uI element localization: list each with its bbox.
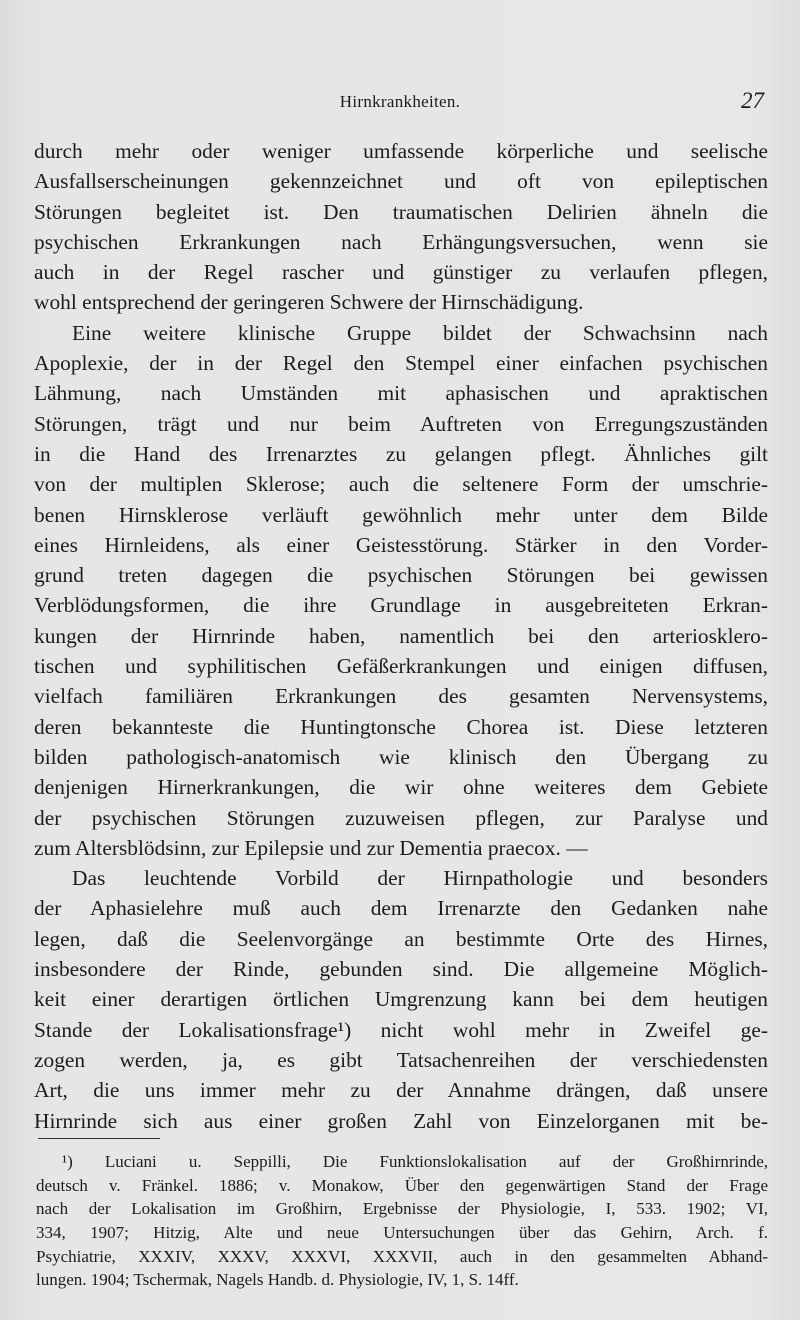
page-header <box>32 88 768 118</box>
text-line: der Aphasielehre muß auch dem Irrenarzte den Gedanken nahe <box>34 896 768 921</box>
running-title: Hirnkrankheiten. <box>339 92 461 111</box>
text-line: keit einer derartigen örtlichen Umgrenzung kann bei dem heutigen <box>34 987 768 1012</box>
text-line: Das leuchtende Vorbild der Hirnpathologie und besonders <box>72 866 768 891</box>
text-line: zum Altersblödsinn, zur Epilepsie und zur Dementia praecox. — <box>34 835 588 860</box>
text-line: benen Hirnsklerose verläuft gewöhnlich mehr unter dem Bilde <box>34 502 768 527</box>
footnote-line: ¹) Luciani u. Seppilli, Die Funktionslokalisation auf der Großhirnrinde, <box>62 1152 768 1171</box>
text-line: Eine weitere klinische Gruppe bildet der Schwachsinn nach <box>72 320 768 345</box>
text-line: auch in der Regel rascher und günstiger zu verlaufen pflegen, <box>34 260 768 285</box>
footnote-line: nach der Lokalisation im Großhirn, Ergebnisse der Physiologie, I, 533. 1902; VI, <box>36 1199 768 1219</box>
text-line: Apoplexie, der in der Regel den Stempel einer einfachen psychischen <box>34 351 768 376</box>
body-text <box>34 136 768 1136</box>
text-line: wohl entsprechend der geringeren Schwere der Hirnschädigung. <box>34 290 584 315</box>
text-line: denjenigen Hirnerkrankungen, die wir ohne weiteres dem Gebiete <box>34 775 768 800</box>
text-line: Hirnrinde sich aus einer großen Zahl von Einzelorganen mit be- <box>34 1108 768 1133</box>
text-line: kungen der Hirnrinde haben, namentlich bei den arteriosklero- <box>34 623 768 648</box>
text-line: grund treten dagegen die psychischen Störungen bei gewissen <box>34 563 768 588</box>
text-line: vielfach familiären Erkrankungen des gesamten Nervensystems, <box>34 684 768 709</box>
text-line: Lähmung, nach Umständen mit aphasischen und apraktischen <box>34 381 768 406</box>
text-line: eines Hirnleidens, als einer Geistesstörung. Stärker in den Vorder- <box>34 532 768 557</box>
text-line: von der multiplen Sklerose; auch die seltenere Form der umschrie- <box>34 472 768 497</box>
text-line: der psychischen Störungen zuzuweisen pflegen, zur Paralyse und <box>34 805 768 830</box>
text-line: legen, daß die Seelenvorgänge an bestimmte Orte des Hirnes, <box>34 926 768 951</box>
text-line: in die Hand des Irrenarztes zu gelangen pflegt. Ähnliches gilt <box>34 441 768 466</box>
text-line: Stande der Lokalisationsfrage¹) nicht wohl mehr in Zweifel ge- <box>34 1017 768 1042</box>
footnote-line: lungen. 1904; Tschermak, Nagels Handb. d. Physiologie, IV, 1, S. 14ff. <box>36 1270 519 1290</box>
text-line: durch mehr oder weniger umfassende körperliche und seelische <box>34 139 768 163</box>
text-line: insbesondere der Rinde, gebunden sind. Die allgemeine Möglich- <box>34 957 768 982</box>
text-line: Ausfallserscheinungen gekennzeichnet und oft von epileptischen <box>34 169 768 194</box>
footnote-divider <box>38 1138 160 1139</box>
text-line: psychischen Erkrankungen nach Erhängungsversuchen, wenn sie <box>34 229 768 254</box>
text-line: Verblödungsformen, die ihre Grundlage in ausgebreiteten Erkran- <box>34 593 768 618</box>
footnote-line: 334, 1907; Hitzig, Alte und neue Untersuchungen über das Gehirn, Arch. f. <box>36 1223 768 1243</box>
footnote-line: deutsch v. Fränkel. 1886; v. Monakow, Über den gegenwärtigen Stand der Frage <box>36 1175 768 1195</box>
text-line: Störungen begleitet ist. Den traumatischen Delirien ähneln die <box>34 199 768 224</box>
footnote-line: Psychiatrie, XXXIV, XXXV, XXXVI, XXXVII, auch in den gesammelten Abhand- <box>36 1246 768 1266</box>
text-line: tischen und syphilitischen Gefäßerkrankungen und einigen diffusen, <box>34 654 768 679</box>
text-line: Störungen, trägt und nur beim Auftreten von Erregungszuständen <box>34 411 768 436</box>
text-line: Art, die uns immer mehr zu der Annahme drängen, daß unsere <box>34 1078 768 1103</box>
text-line: deren bekannteste die Huntingtonsche Chorea ist. Diese letzteren <box>34 714 768 739</box>
footnotes <box>36 1150 768 1292</box>
text-line: bilden pathologisch-anatomisch wie klinisch den Übergang zu <box>34 744 768 769</box>
text-line: zogen werden, ja, es gibt Tatsachenreihen der verschiedensten <box>34 1047 768 1072</box>
page-number: 27 <box>741 88 764 113</box>
